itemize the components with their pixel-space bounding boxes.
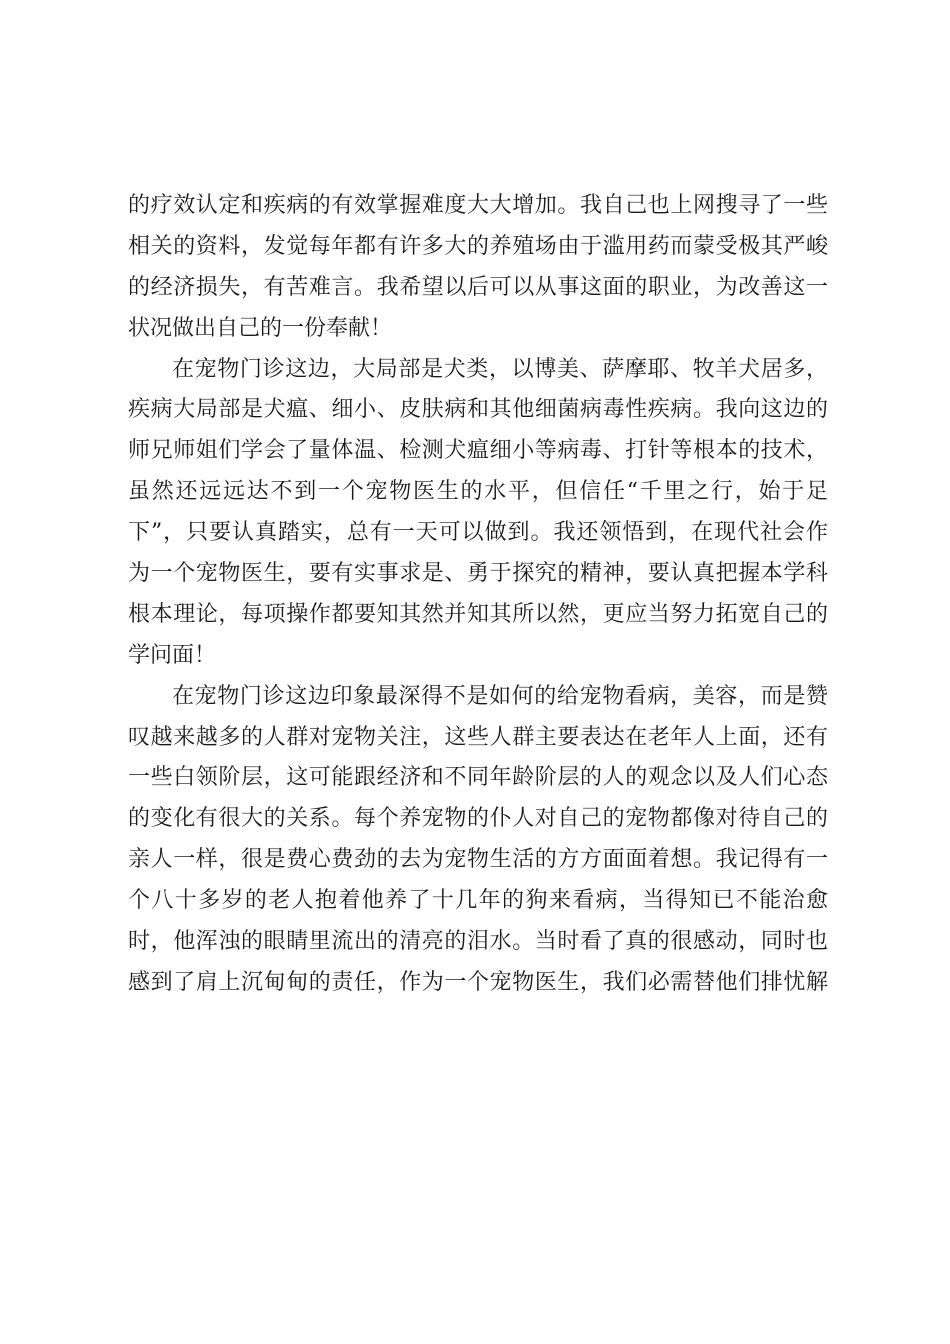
text-line: 一些白领阶层，这可能跟经济和不同年龄阶层的人的观念以及人们心态 — [128, 765, 828, 791]
text-line: 的变化有很大的关系。每个养宠物的仆人对自己的宠物都像对待自己的 — [128, 806, 828, 832]
text-line: 状况做出自己的一份奉献！ — [128, 315, 393, 341]
text-line: 感到了肩上沉甸甸的责任，作为一个宠物医生，我们必需替他们排忧解 — [128, 969, 828, 995]
text-line: 根本理论，每项操作都要知其然并知其所以然，更应当努力拓宽自己的 — [128, 601, 828, 627]
text-line: 个八十多岁的老人抱着他养了十几年的狗来看病，当得知已不能治愈 — [128, 888, 828, 914]
text-line: 下”，只要认真踏实，总有一天可以做到。我还领悟到，在现代社会作 — [128, 520, 828, 546]
text-line: 的经济损失，有苦难言。我希望以后可以从事这面的职业，为改善这一 — [128, 274, 828, 300]
text-line: 师兄师姐们学会了量体温、检测犬瘟细小等病毒、打针等根本的技术， — [128, 438, 828, 464]
text-line: 在宠物门诊这边，大局部是犬类，以博美、萨摩耶、牧羊犬居多， — [172, 356, 828, 382]
text-line: 相关的资料，发觉每年都有许多大的养殖场由于滥用药而蒙受极其严峻 — [128, 233, 828, 259]
text-line: 亲人一样，很是费心费劲的去为宠物生活的方方面面着想。我记得有一 — [128, 847, 828, 873]
text-line: 的疗效认定和疾病的有效掌握难度大大增加。我自己也上网搜寻了一些 — [128, 193, 828, 218]
paragraph — [128, 677, 828, 1004]
body-text — [128, 186, 828, 1004]
text-line: 疾病大局部是犬瘟、细小、皮肤病和其他细菌病毒性疾病。我向这边的 — [128, 397, 828, 423]
text-line: 虽然还远远达不到一个宠物医生的水平，但信任“千里之行，始于足 — [128, 479, 828, 505]
paragraph — [128, 186, 828, 350]
text-line: 在宠物门诊这边印象最深得不是如何的给宠物看病，美容，而是赞 — [172, 683, 828, 709]
text-line: 叹越来越多的人群对宠物关注，这些人群主要表达在老年人上面，还有 — [128, 724, 828, 750]
text-line: 学问面！ — [128, 642, 217, 668]
text-line: 时，他浑浊的眼睛里流出的清亮的泪水。当时看了真的很感动，同时也 — [128, 929, 828, 955]
text-line: 为一个宠物医生，要有实事求是、勇于探究的精神，要认真把握本学科 — [128, 561, 828, 587]
paragraph — [128, 350, 828, 677]
